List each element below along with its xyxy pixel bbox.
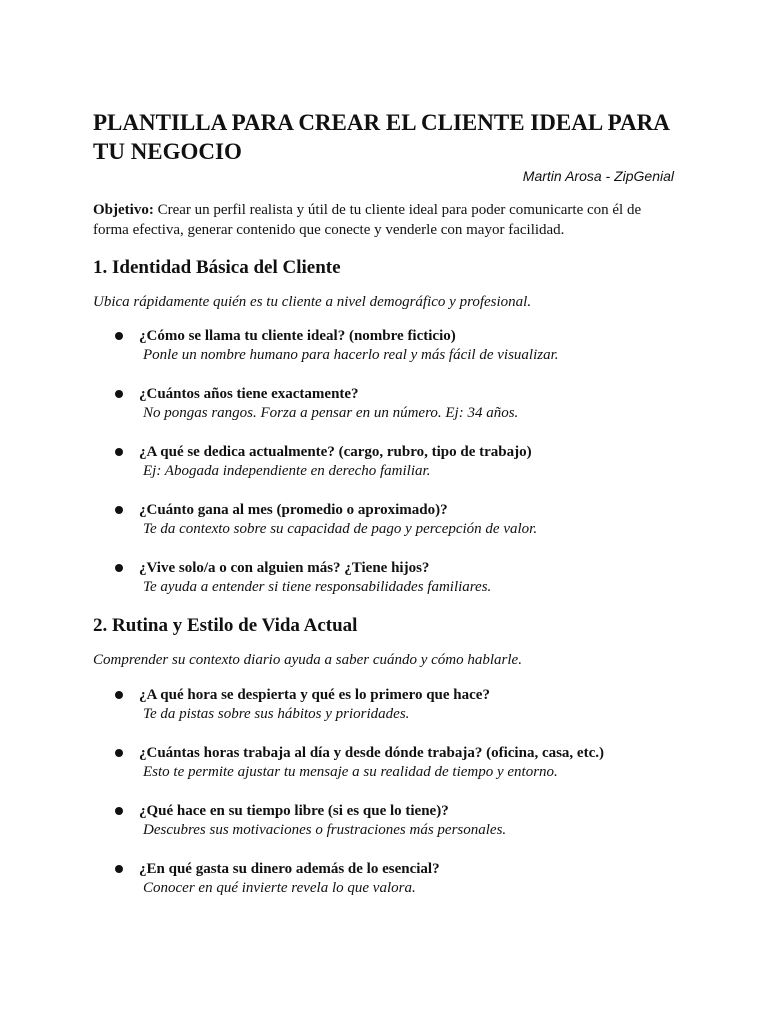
bullet-icon — [115, 691, 123, 699]
bullet-icon — [115, 332, 123, 340]
section-intro-routine: Comprender su contexto diario ayuda a saber cuándo y cómo hablarle. — [93, 652, 522, 668]
objective-text: Crear un perfil realista y útil de tu cliente ideal para poder comunicarte con él de forma efectiva, generar contenido que conecte y venderle con mayor facilidad. — [93, 202, 642, 238]
bullet-icon — [115, 865, 123, 873]
section-intro-identity: Ubica rápidamente quién es tu cliente a nivel demográfico y profesional. — [93, 294, 532, 310]
hint-text: No pongas rangos. Forza a pensar en un número. Ej: 34 años. — [143, 405, 519, 421]
question-text: ¿A qué hora se despierta y qué es lo primero que hace? — [139, 687, 490, 703]
document-author: Martin Arosa - ZipGenial — [522, 168, 674, 184]
hint-text: Ej: Abogada independiente en derecho familiar. — [143, 463, 431, 479]
bullet-icon — [115, 564, 123, 572]
question-text: ¿Vive solo/a o con alguien más? ¿Tiene hijos? — [139, 560, 430, 576]
question-text: ¿Cómo se llama tu cliente ideal? (nombre ficticio) — [139, 328, 456, 344]
question-text: ¿Cuánto gana al mes (promedio o aproximado)? — [139, 502, 448, 518]
bullet-icon — [115, 448, 123, 456]
hint-text: Conocer en qué invierte revela lo que valora. — [143, 880, 416, 896]
hint-text: Ponle un nombre humano para hacerlo real y más fácil de visualizar. — [143, 347, 559, 363]
section-heading-routine: 2. Rutina y Estilo de Vida Actual — [93, 615, 358, 636]
question-text: ¿A qué se dedica actualmente? (cargo, rubro, tipo de trabajo) — [139, 444, 532, 460]
hint-text: Te ayuda a entender si tiene responsabilidades familiares. — [143, 579, 492, 595]
bullet-icon — [115, 749, 123, 757]
hint-text: Esto te permite ajustar tu mensaje a su realidad de tiempo y entorno. — [143, 764, 558, 780]
objective-paragraph — [93, 200, 678, 240]
bullet-icon — [115, 506, 123, 514]
hint-text: Descubres sus motivaciones o frustraciones más personales. — [143, 822, 507, 838]
question-text: ¿Cuántos años tiene exactamente? — [139, 386, 359, 402]
objective-label: Objetivo: — [93, 202, 154, 218]
bullet-icon — [115, 807, 123, 815]
document-title: PLANTILLA PARA CREAR EL CLIENTE IDEAL PARA TU NEGOCIO — [93, 110, 669, 164]
question-text: ¿Qué hace en su tiempo libre (si es que lo tiene)? — [139, 803, 449, 819]
question-text: ¿En qué gasta su dinero además de lo esencial? — [139, 861, 440, 877]
bullet-icon — [115, 390, 123, 398]
section-heading-identity: 1. Identidad Básica del Cliente — [93, 257, 341, 278]
hint-text: Te da pistas sobre sus hábitos y prioridades. — [143, 706, 410, 722]
question-text: ¿Cuántas horas trabaja al día y desde dónde trabaja? (oficina, casa, etc.) — [139, 745, 604, 761]
hint-text: Te da contexto sobre su capacidad de pago y percepción de valor. — [143, 521, 538, 537]
